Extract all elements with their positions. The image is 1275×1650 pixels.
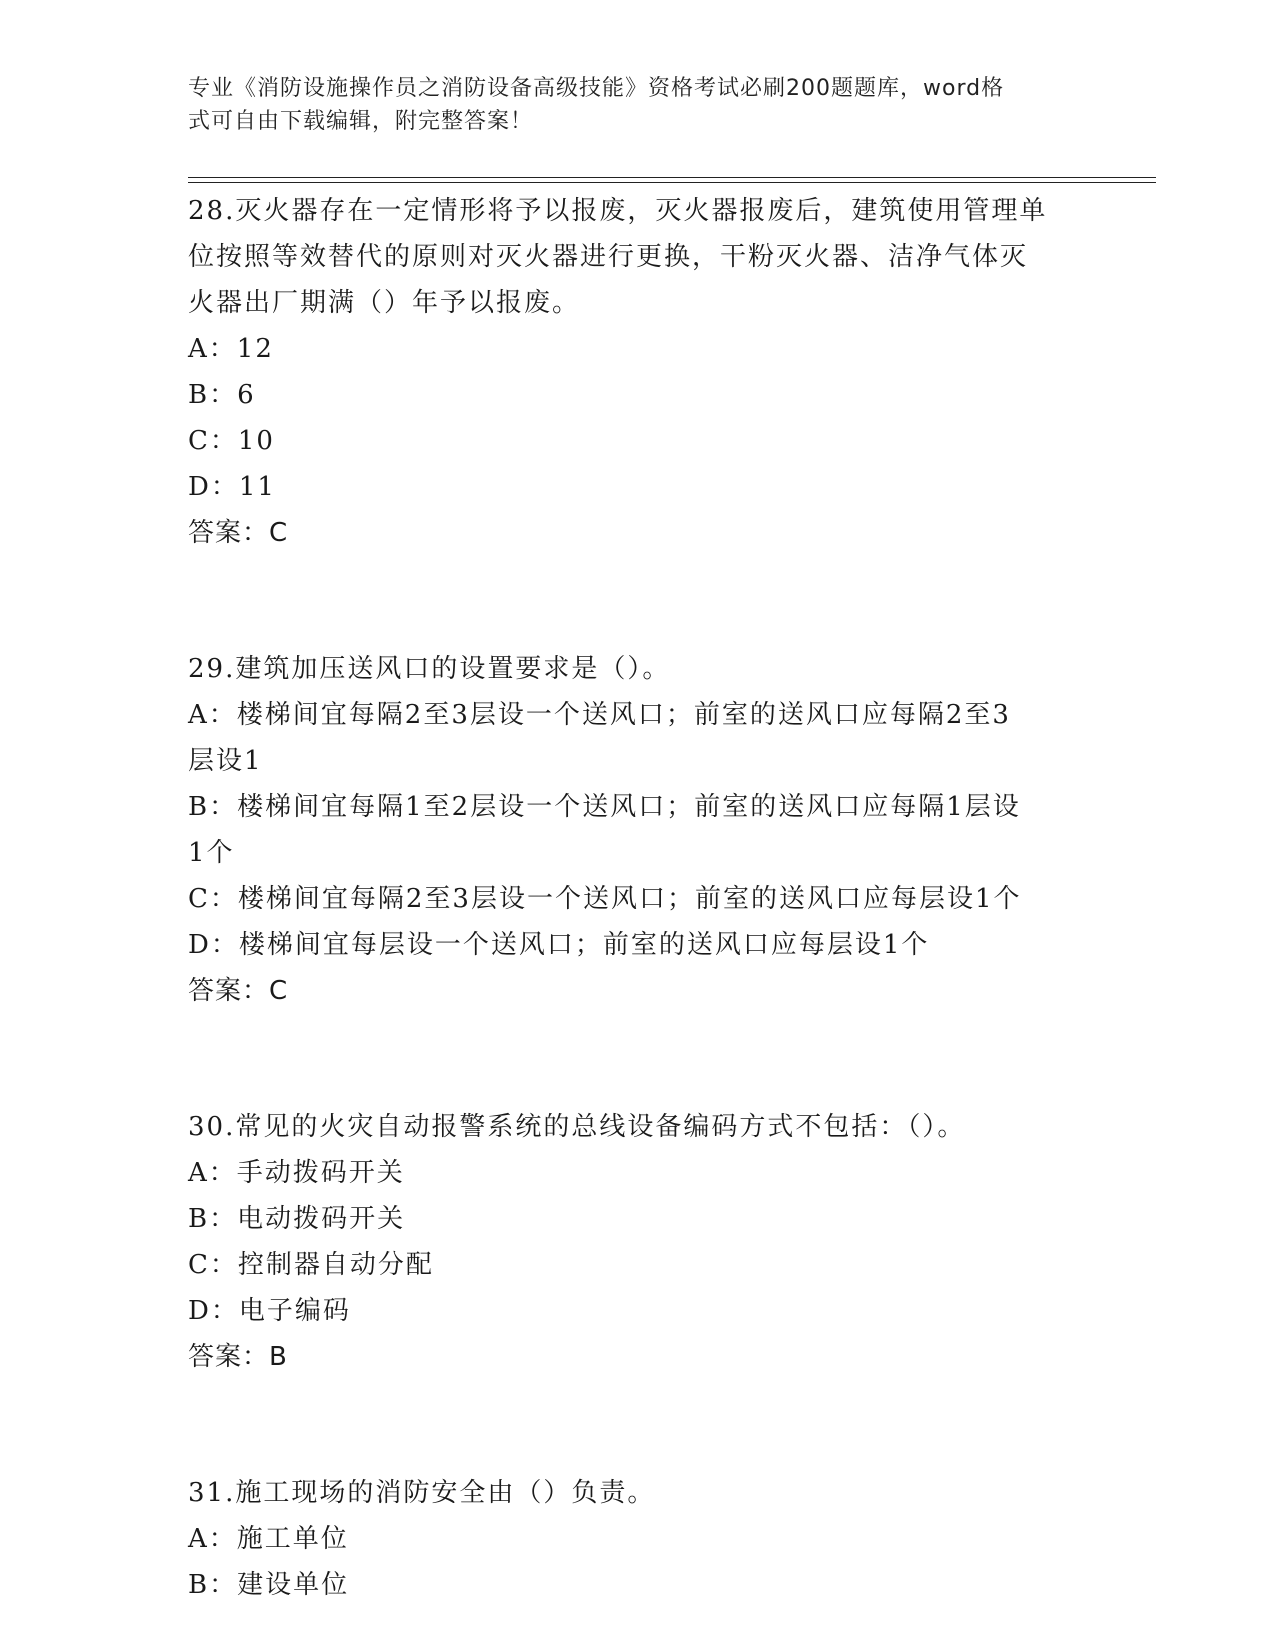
header-line-2: 式可自由下载编辑，附完整答案！: [188, 109, 534, 134]
header-divider-bottom: [188, 182, 1156, 183]
question-stem: [188, 188, 1088, 326]
answer-option: [188, 372, 1088, 418]
answer-key: 答案：C: [188, 518, 289, 548]
answer-option-line: C：楼梯间宜每隔2至3层设一个送风口；前室的送风口应每层设1个: [188, 884, 1022, 914]
answer-option-line: C：控制器自动分配: [188, 1250, 434, 1280]
header-divider-top: [188, 177, 1156, 178]
answer-option-line: B：6: [188, 380, 256, 410]
answer-option: [188, 1242, 1088, 1288]
answer-option-line: 层设1: [188, 746, 263, 776]
header-line-1: 专业《消防设施操作员之消防设备高级技能》资格考试必刷200题题库，word格: [188, 76, 1005, 101]
answer-option-line: A：楼梯间宜每隔2至3层设一个送风口；前室的送风口应每隔2至3: [188, 700, 1011, 730]
answer-option: [188, 1150, 1088, 1196]
answer-option: [188, 692, 1088, 784]
answer-option-line: C：10: [188, 426, 275, 456]
answer-option: [188, 784, 1088, 876]
question-spacer: [188, 1014, 1088, 1104]
answer-option: [188, 1562, 1088, 1608]
document-header: [188, 72, 1068, 138]
question-stem-line: 火器出厂期满（）年予以报废。: [188, 288, 581, 318]
question-item: [188, 1104, 1088, 1380]
answer-option-line: 1个: [188, 838, 235, 868]
answer-option: [188, 922, 1088, 968]
question-item: [188, 646, 1088, 1014]
answer-option: [188, 876, 1088, 922]
question-stem-line: 28.灭火器存在一定情形将予以报废，灭火器报废后，建筑使用管理单: [188, 196, 1048, 226]
question-item: [188, 188, 1088, 556]
answer-option: [188, 1196, 1088, 1242]
question-stem-line: 位按照等效替代的原则对灭火器进行更换，干粉灭火器、洁净气体灭: [188, 242, 1029, 272]
answer-option: [188, 326, 1088, 372]
answer-option: [188, 1516, 1088, 1562]
answer-option: [188, 464, 1088, 510]
question-stem-line: 30.常见的火灾自动报警系统的总线设备编码方式不包括：（）。: [188, 1112, 966, 1142]
question-stem: [188, 646, 1088, 692]
question-item: [188, 1470, 1088, 1608]
answer-option-line: A：施工单位: [188, 1524, 349, 1554]
answer-option-line: B：楼梯间宜每隔1至2层设一个送风口；前室的送风口应每隔1层设: [188, 792, 1021, 822]
question-stem-line: 31.施工现场的消防安全由（）负责。: [188, 1478, 656, 1508]
answer-option: [188, 418, 1088, 464]
answer-option-line: B：建设单位: [188, 1570, 350, 1600]
question-spacer: [188, 556, 1088, 646]
answer-key: 答案：B: [188, 1342, 288, 1372]
answer-option: [188, 1288, 1088, 1334]
question-stem: [188, 1104, 1088, 1150]
answer-option-line: A：手动拨码开关: [188, 1158, 405, 1188]
question-stem-line: 29.建筑加压送风口的设置要求是（）。: [188, 654, 671, 684]
answer-option-line: D：楼梯间宜每层设一个送风口；前室的送风口应每层设1个: [188, 930, 930, 960]
question-stem: [188, 1470, 1088, 1516]
answer-option-line: A：12: [188, 334, 274, 364]
question-spacer: [188, 1380, 1088, 1470]
answer-option-line: B：电动拨码开关: [188, 1204, 406, 1234]
answer-option-line: D：11: [188, 472, 276, 502]
question-list: [188, 188, 1088, 1608]
answer-key: 答案：C: [188, 976, 289, 1006]
answer-option-line: D：电子编码: [188, 1296, 351, 1326]
